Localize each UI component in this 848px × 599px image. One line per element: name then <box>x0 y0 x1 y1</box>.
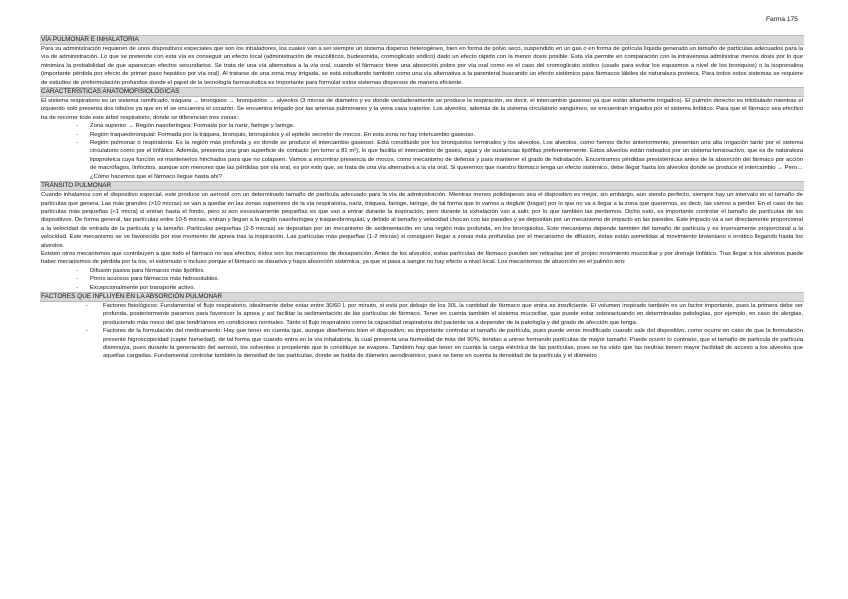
section-caracteristicas <box>40 87 804 181</box>
list-item: - Poros acuosos para fármacos más hidrosolubles. <box>90 275 804 283</box>
paragraph: El sistema respiratorio es un sistema ramificado, tráquea → bronquios → bronquiolos → alveolos (3 micras de diámetro y es donde verdaderamente se produce la respiración, es decir, el intercambio gaseoso ya que están altamente irrigados). El pulmón derecho es trilobulado mientras el izquierdo solo presenta dos lóbulos ya que en el se encuentra el corazón. Se encuentra irrigado por las arterias pulmonares y la vena cava superior. Los alveolos, además de la sistema circulatorio sanguíneo, se encuentran irrigados por el sistema linfático. Para que el fármaco sea efectivo ha de recorrer todo este árbol respiratorio, donde se diferencian tres zonas: <box>41 98 803 121</box>
page-number: Farma 175 <box>766 16 798 23</box>
section-title: VÍA PULMONAR E INHALATORIA <box>40 35 804 45</box>
absorption-mechanisms-list <box>40 267 804 292</box>
section-via-pulmonar <box>40 35 804 87</box>
list-item: - Factores de la formulación del medicamento: Hay que tener en cuenta que, aunque diseñemos bien el dispositivo, es importante controlar el tamaño de partícula, pues puede verse modificado cuando sale del dispositivo, como ocurre en caso de que la formulación presente higroscopicidad (capte humedad), de tal forma que cuando entra en la vía inhalatoria, la cual presenta una humedad de más del 90%, tiendan a unirse formando partículas de mayor tamaño. Puede ocurrir lo contrario, que el tamaño de partícula de partícula disminuya, pues durante la generación del aerosol, los solventes o propelente que lo constituye se evapore. También hay que tener en cuenta la carga eléctrica de las partículas, pues se ha visto que las neutras tienen mayor facilidad de acceso a los alveolos que aquellas cargadas. Fundamental controlar también la densidad de las partículas, donde se habla de diámetro aerodinámico, pues se tiene en cuenta la densidad de la partícula y el diámetro <box>103 327 804 361</box>
section-title: TRÁNSITO PULMONAR <box>40 181 804 191</box>
paragraph: Cuando inhalamos con el dispositivo especial, este produce un aerosol con un determinado tamaño de partícula adecuado para la vía de administración. Mientras menos polidisperso sea el dispositivo es mejor, sin embargo, aun siendo perfecto, siempre hay un intervalo en el tamaño de partículas que genera. Las más grandes (>10 micras) se van a quedar en las zonas superiores de la vía respiratoria, nariz, tráquea, faringe, laringe, de tal forma que lo vamos a deglutir (tragar) por lo que no va a llegar a la zona que queremos, es decir, las vamos a perder. En el caso de las partículas más pequeñas (<1 micra) si entran hasta el fondo, pero si son excesivamente pequeñas es que van a entrar durante la inspiración, pero durante la exhalación van a salir, por lo que también las perdemos. Dicho esto, es importante controlar el tamaño de partículas de los dispositivos. De forma general, las partículas entre 10-5 micras, entran y llegan a la región nasofaríngea y traqueobronquial, y debido al tamaño y velocidad chocan con las paredes y se depositan por un mecanismo de impacto en las paredes. Este impacto va a ser directamente proporcional a la velocidad de entrada de la partícula y la tamaño. Partículas pequeñas (2-5 micras) se depositan por un mecanismo de sedimentación en una región más profunda, en los bronquiolos. Este mecanismo depende también del tamaño de partícula y es inversamente proporcional a la velocidad. Este mecanismo se ve favorecido por ese momento de apnea tras la inspiración. Las partículas más pequeñas (1-2 micras) si consiguen llegar a zonas más profundas por el mecanismo de difusión, éstas están sometidas al movimiento browniano o errático llegando hasta los alveolos. <box>41 192 803 249</box>
list-item: - Región traqueobronquial: Formada por la tráquea, bronquio, bronquiolos y el epitelio secretor de mocos. En esta zona no hay intercambio gaseoso. <box>90 131 804 139</box>
zones-list <box>40 122 804 181</box>
list-item: - Región pulmonar o respiratoria: Es la región más profunda y es donde se produce el intercambio gaseoso. Está constituido por los bronquiolos terminales y los alveolos. Los alveolos, como hemos dicho anteriormente, presentan una alta irrigación tanto por el sistema circulatorio como por el linfático. Además, presenta una gran superficie de contacto (en torno a 81 m²), lo que facilita el intercambio de gases, agua y de sustancias lipófilas preferentemente. Estos alveolos están rodeados por un sistema tensioactivo, que es de naturaleza lipoproteica cuya función es mantenerlos hinchados para que no colapsen. Vamos a encontrar presencia de mocos, como mecanismo de defensa y para mantener el grado de hidratación. Encontramos pérdidas presistémicas antes de la absorción del fármaco por acción de macrófagos, linfocitos, aunque son menores que las pérdidas por vía oral, es por esto que, se trata de una vía alternativa a la vía oral. Si queremos que nuestro fármaco tenga un efecto sistémico, debe llegar hasta los alveolos donde se produce el intercambio → Pero… ¿Cómo hacemos que el fármaco llegue hasta ahí? <box>90 139 804 181</box>
list-item: - Difusión pasiva para fármacos más lipófilos. <box>90 267 804 275</box>
section-title: CARACTERÍSTICAS ANATOMOFISIOLÓGICAS <box>40 87 804 97</box>
paragraph: Para su administración requieren de unos dispositivos especiales que son los inhaladores, los cuales van a ser siempre un sistema disperso heterogéneo, bien en forma de polvo seco, suspendido en un gas o en forma de gotícula líquida generado un tamaño de partículas adecuados para la vía de administración. Lo que se pretende con esta vía es conseguir un efecto local (administración de mucolíticos, budesonida, cromoglicato sódico) dado un efecto rápido con la menor dosis posible. Esta vía permite en comparación con la intravenosa administrar menos dosis por lo que minimiza la probabilidad de que aparezcan efectos secundarios. Se trata de una vía alternativa a la vía oral, cuando el fármaco tiene una absorción pobre por vía oral como es el caso del cromoglicato sódico (usado para evitar los espasmos a nivel de los bronquios) o la isoprenalina (importante pérdida por efecto de primer paso hepático por vía oral). Al tratarse de una zona muy irrigada, se está estudiando también como una vía alternativa a la parenteral buscando un efecto sistémico para fármacos lábiles de naturaleza proteica. Para todos estos sistemas se requiere de estudios de preformulación profundos donde el papel de la tecnología farmacéutica es importante para formular estos sistemas dispersos de manera eficiente. <box>41 46 803 86</box>
list-item: - Zona superior → Región nasofaríngea: Formada por la nariz, faringe y laringe. <box>90 122 804 130</box>
document-body <box>40 35 804 361</box>
factors-list <box>40 302 804 361</box>
list-item: - Factores fisiológicos: Fundamental el flujo respiratorio, idealmente debe estar entre 30/60 L por minuto, si está por debajo de los 30L la cantidad de fármaco que entra es insuficiente. El volumen inspirado también es un factor importante, pues la primera debe ser profunda, posteriormente paramos para favorecer la apnea y así facilitar la sedimentación de las partículas de fármaco. Tener en cuenta también el sistema mucociliar, que puede estar sobreactuando en determinadas patologías, por ejemplo, en caso de alergias, produciendo más moco del que tendríamos en condiciones normales. Tanto el flujo respiratorio como la capacidad respiratoria del paciente va a depender de la patología y del grado de afección que tenga. <box>103 302 804 327</box>
section-factores <box>40 292 804 361</box>
section-title: FACTORES QUE INFLUYEN EN LA ABSORCIÓN PULMONAR <box>40 292 804 302</box>
section-transito <box>40 181 804 292</box>
list-item: - Excepcionalmente por transporte activo. <box>90 284 804 292</box>
paragraph: Existen otros mecanismos que contribuyen a que todo el fármaco no sea efectivo, éstos son los mecanismos de desaparición. Antes de los alveolos, estas partículas de fármaco pueden ser retiradas por el propio movimiento mucociliar y por drenaje linfático. Tras llegar a los alveolos puede haber mecanismos de pérdida por la tos, el estornudo o incluso porque el fármaco se disuelva y haya absorción sistémica, ya que si pasa a sangre no hay efecto a nivel local. Los mecanismos de absorción en el pulmón son: <box>41 250 803 266</box>
